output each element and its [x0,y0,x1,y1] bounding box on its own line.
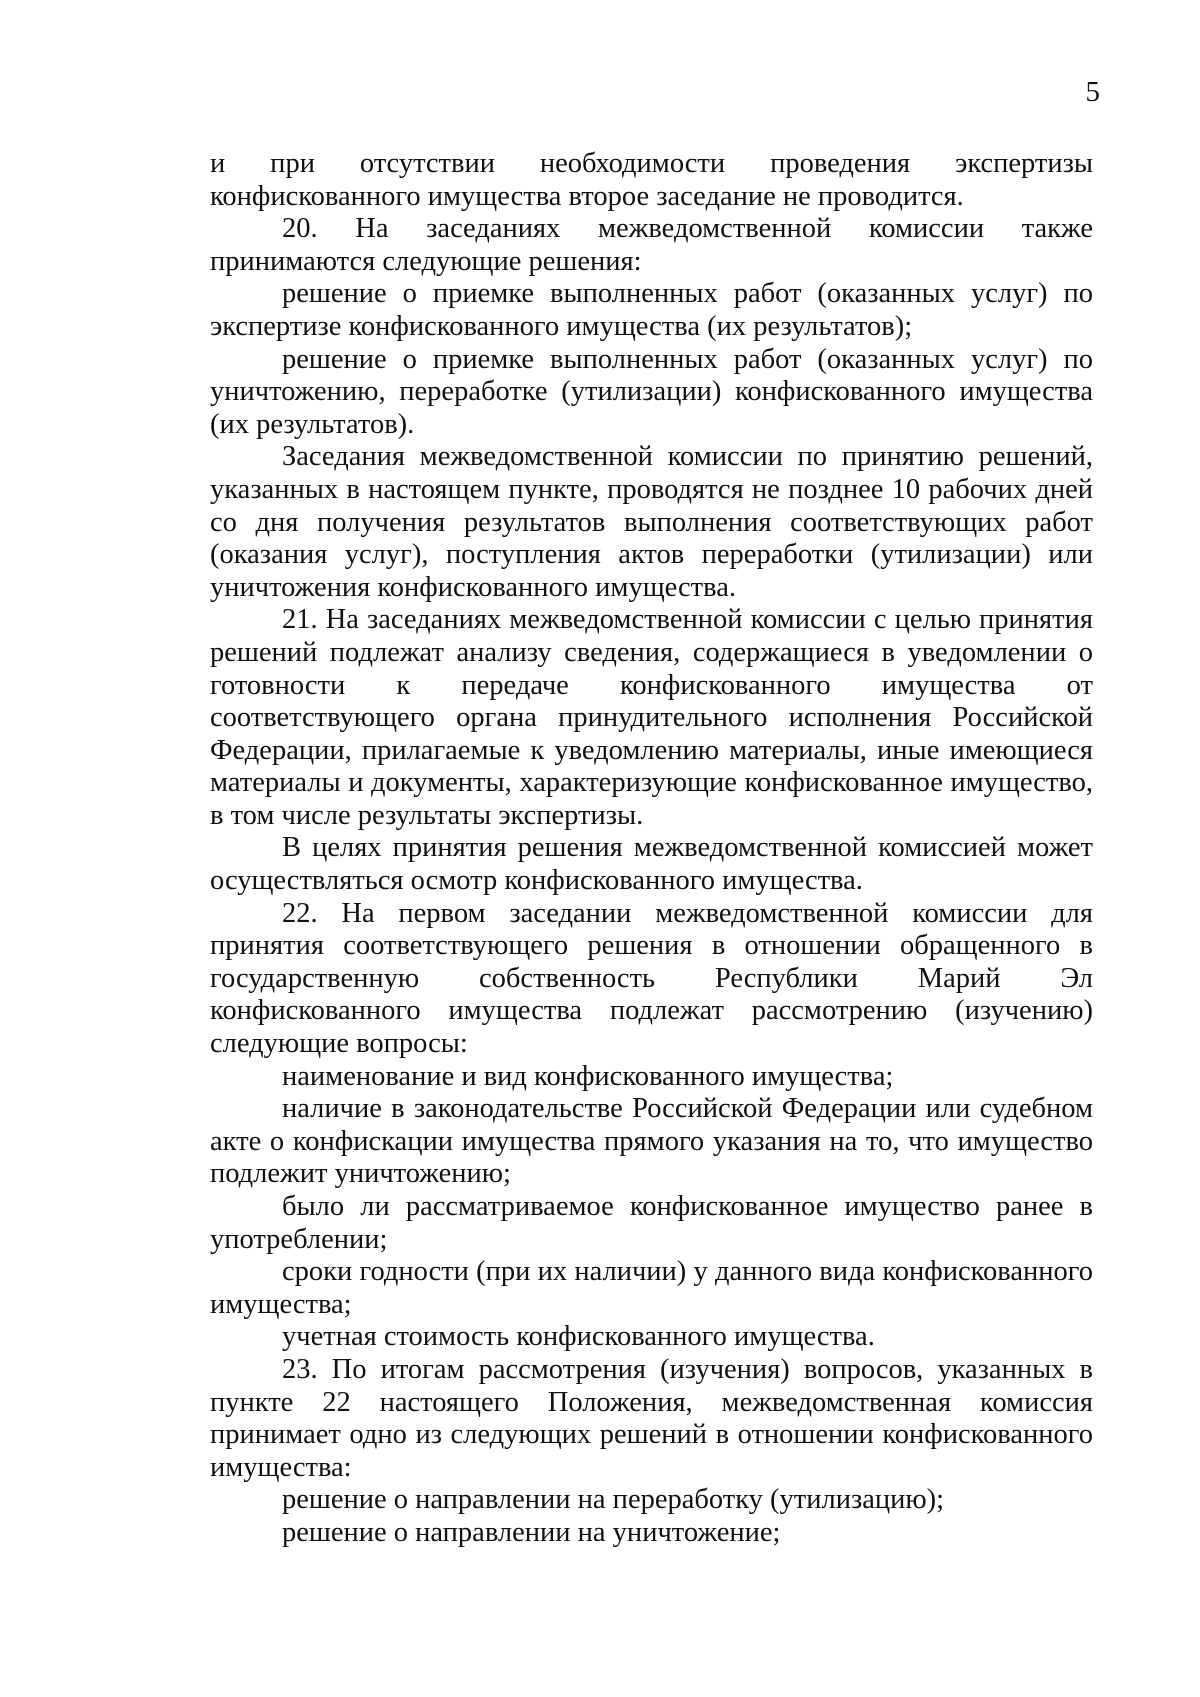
paragraph-item-20: 20. На заседаниях межведомственной комиссии также принимаются следующие решения: [210,213,1093,277]
paragraph-question-name: наименование и вид конфискованного имущества; [282,1060,894,1092]
paragraph-item-23: 23. По итогам рассмотрения (изучения) вопросов, указанных в пункте 22 настоящего Положения, межведомственная комиссия принимает одно из следующих решений в отношении конфискованного имущества: [210,1353,1093,1483]
paragraph-decision-recycling: решение о направлении на переработку (утилизацию); [282,1484,945,1516]
paragraph-continuation: и при отсутствии необходимости проведения экспертизы конфискованного имущества второе заседание не проводится. [210,148,1093,212]
paragraph-decision-expertise: решение о приемке выполненных работ (оказанных услуг) по экспертизе конфискованного имущества (их результатов); [210,278,1093,342]
paragraph-question-cost: учетная стоимость конфискованного имущества. [282,1321,875,1353]
paragraph-question-shelf-life: сроки годности (при их наличии) у данного вида конфискованного имущества; [210,1256,1093,1320]
paragraph-decision-destroy: решение о направлении на уничтожение; [282,1516,781,1548]
paragraph-item-21: 21. На заседаниях межведомственной комиссии с целью принятия решений подлежат анализу сведения, содержащиеся в уведомлении о готовности к передаче конфискованного имущества от соответствующего органа принудительного исполнения Российской Федерации, прилагаемые к уведомлению материалы, иные имеющиеся материалы и документы, характеризующие конфискованное имущество, в том числе результаты экспертизы. [210,604,1093,831]
page-number: 5 [1085,76,1100,108]
paragraph-meetings-deadline: Заседания межведомственной комиссии по принятию решений, указанных в настоящем пункте, проводятся не позднее 10 рабочих дней со дня получения результатов выполнения соответствующих работ (оказания услуг), поступления актов переработки (утилизации) или уничтожения конфискованного имущества. [210,441,1093,603]
paragraph-question-used: было ли рассматриваемое конфискованное имущество ранее в употреблении; [210,1191,1093,1255]
paragraph-item-22: 22. На первом заседании межведомственной комиссии для принятия соответствующего решения в отношении обращенного в государственную собственность Республики Марий Эл конфискованного имущества подлежат рассмотрению (изучению) следующие вопросы: [210,897,1093,1060]
paragraph-decision-destruction: решение о приемке выполненных работ (оказанных услуг) по уничтожению, переработке (утилизации) конфискованного имущества (их результатов). [210,343,1093,440]
paragraph-question-legislation: наличие в законодательстве Российской Федерации или судебном акте о конфискации имущества прямого указания на то, что имущество подлежит уничтожению; [210,1093,1093,1190]
document-body [210,148,1093,1550]
paragraph-inspection: В целях принятия решения межведомственной комиссией может осуществляться осмотр конфискованного имущества. [210,832,1093,897]
